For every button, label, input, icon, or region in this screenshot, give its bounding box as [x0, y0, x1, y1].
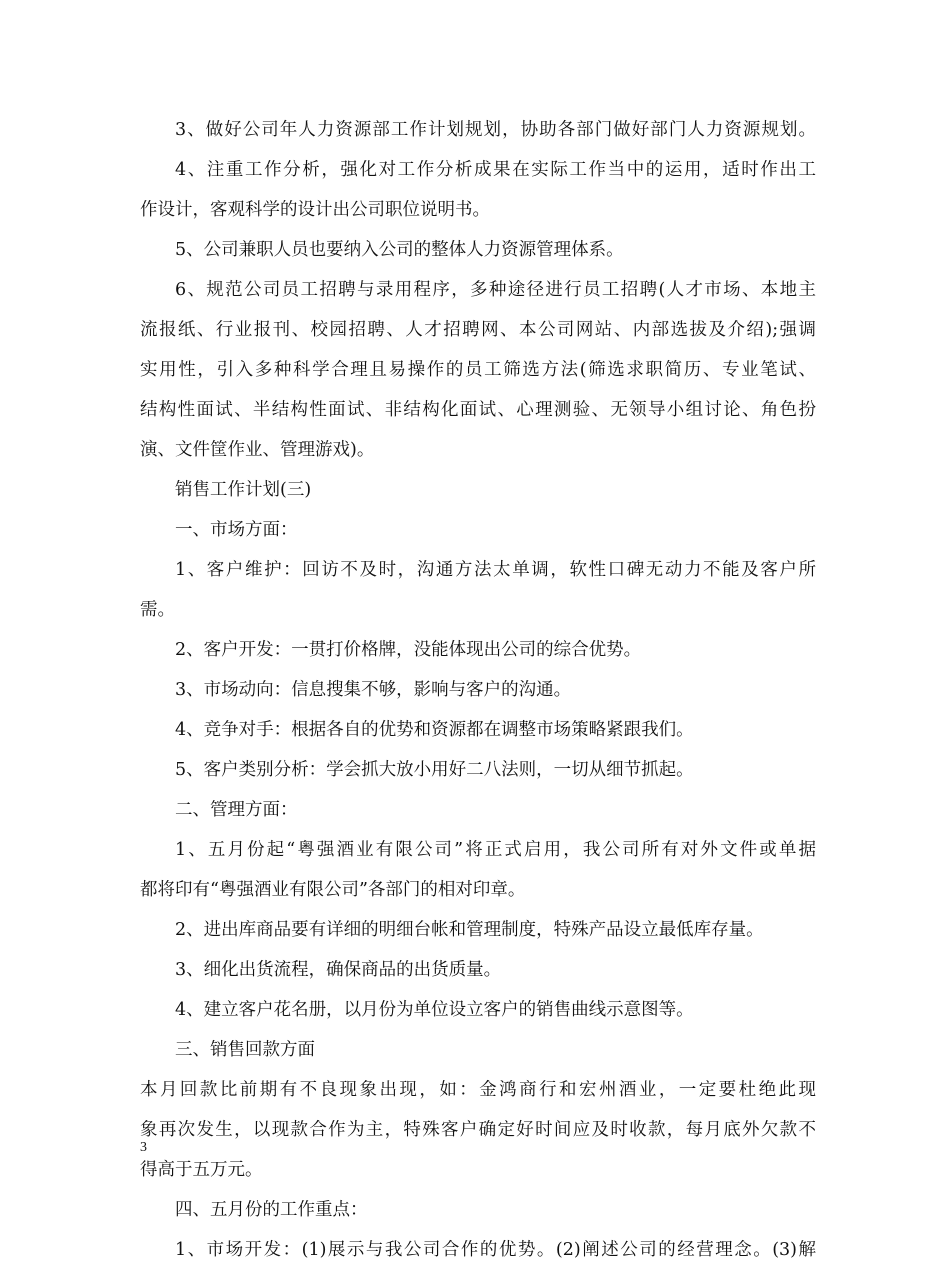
text-line: 6、规范公司员工招聘与录用程序，多种途径进行员工招聘(人才市场、本地主 — [175, 280, 816, 300]
text-line: 二、管理方面： — [175, 800, 298, 820]
text-line: 1、客户维护：回访不及时，沟通方法太单调，软性口碑无动力不能及客户所 — [175, 560, 816, 580]
text-line: 5、客户类别分析：学会抓大放小用好二八法则，一切从细节抓起。 — [175, 760, 694, 780]
text-line: 2、进出库商品要有详细的明细台帐和管理制度，特殊产品设立最低库存量。 — [175, 920, 764, 940]
text-line: 一、市场方面： — [175, 520, 298, 540]
text-line: 演、文件筐作业、管理游戏)。 — [140, 440, 375, 460]
text-line: 3、市场动向：信息搜集不够，影响与客户的沟通。 — [175, 680, 572, 700]
text-line: 流报纸、行业报刊、校园招聘、人才招聘网、本公司网站、内部选拔及介绍);强调 — [140, 320, 816, 340]
text-line: 4、建立客户花名册，以月份为单位设立客户的销售曲线示意图等。 — [175, 1000, 694, 1020]
text-line: 4、注重工作分析，强化对工作分析成果在实际工作当中的运用，适时作出工 — [175, 160, 816, 180]
text-line: 1、市场开发：(1)展示与我公司合作的优势。(2)阐述公司的经营理念。(3)解 — [175, 1240, 816, 1260]
text-line: 都将印有“粤强酒业有限公司”各部门的相对印章。 — [140, 880, 526, 900]
text-line: 三、销售回款方面 — [175, 1040, 315, 1060]
text-line: 4、竞争对手：根据各自的优势和资源都在调整市场策略紧跟我们。 — [175, 720, 694, 740]
text-line: 象再次发生，以现款合作为主，特殊客户确定好时间应及时收款，每月底外欠款不 — [140, 1120, 816, 1140]
text-line: 2、客户开发：一贯打价格牌，没能体现出公司的综合优势。 — [175, 640, 642, 660]
text-line: 3、细化出货流程，确保商品的出货质量。 — [175, 960, 502, 980]
document-body — [140, 110, 816, 1270]
text-line: 销售工作计划(三) — [175, 480, 312, 500]
text-line: 得高于五万元。 — [140, 1160, 263, 1180]
text-line: 作设计，客观科学的设计出公司职位说明书。 — [140, 200, 490, 220]
text-line: 1、五月份起“粤强酒业有限公司”将正式启用，我公司所有对外文件或单据 — [175, 840, 816, 860]
text-line: 实用性，引入多种科学合理且易操作的员工筛选方法(筛选求职简历、专业笔试、 — [140, 360, 816, 380]
text-line: 本月回款比前期有不良现象出现，如：金鸿商行和宏州酒业，一定要杜绝此现 — [140, 1080, 816, 1100]
text-line: 5、公司兼职人员也要纳入公司的整体人力资源管理体系。 — [175, 240, 624, 260]
text-line: 需。 — [140, 600, 175, 620]
text-line: 四、五月份的工作重点： — [175, 1200, 368, 1220]
page-number: 3 — [140, 1140, 147, 1155]
text-line: 3、做好公司年人力资源部工作计划规划，协助各部门做好部门人力资源规划。 — [175, 120, 816, 140]
text-line: 结构性面试、半结构性面试、非结构化面试、心理测验、无领导小组讨论、角色扮 — [140, 400, 816, 420]
